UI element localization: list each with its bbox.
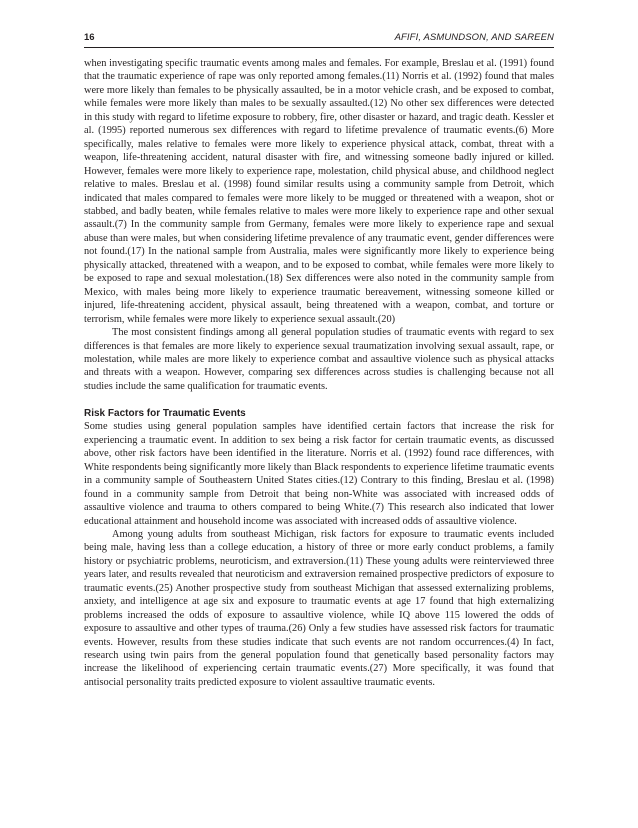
header-rule (84, 47, 554, 48)
page-number: 16 (84, 32, 95, 43)
paragraph-risk-factors: Some studies using general population samples have identified certain factors that increase the risk for experiencing a traumatic event. In addition to sex being a risk factor for certain traumatic events, as discussed above, other risk factors have been identified in the literature. Norris et al. (1992) found race differences, with White respondents being significantly more likely than Black respondents to experience lifetime traumatic events in a community sample of Southeastern United States cities.(12) Contrary to this finding, Breslau et al. (1998) found in a community sample from Detroit that being non-White was associated with increased odds of assaultive violence and trauma to others compared to being White.(7) This research also indicated that lower educational attainment and household income was associated with increased odds of assaultive violence. (84, 421, 554, 527)
section-heading: Risk Factors for Traumatic Events (84, 408, 246, 420)
paragraph-consistent-findings: The most consistent findings among all general population studies of traumatic events with regard to sex differences is that females are more likely to experience sexual traumatization involving sexual assault, rape, or molestation, while males are more likely to experience combat and assaultive violence such as physical attacks and threats with a weapon. However, comparing sex differences across studies is challenging because not all studies include the same qualification for traumatic events. (84, 327, 554, 392)
paragraph-young-adults-michigan: Among young adults from southeast Michigan, risk factors for exposure to traumatic events included being male, having less than a college education, a history of three or more early conduct problems, a family history or psychiatric problems, neuroticism, and extraversion.(11) These young adults were reinterviewed three years later, and results revealed that neuroticism and extraversion remained prospective predictors of exposure to traumatic events.(25) Another prospective study from southeast Michigan that assessed externalizing problems, anxiety, and intelligence at age six and exposure to traumatic events at age 17 found that high externalizing problems increased the odds of exposure to assaultive violence, while IQ above 115 lowered the odds of exposure to assaultive and other types of trauma.(26) Only a few studies have assessed risk factors for traumatic events. However, results from these studies indicate that such events are not random occurrences.(4) In fact, research using twin pairs from the general population found that genetically based personality factors may increase the likelihood of experiencing certain traumatic events.(27) More specifically, it was found that antisocial personality traits predicted exposure to violent assaultive traumatic events. (84, 528, 554, 688)
paragraph-sex-differences-continued: when investigating specific traumatic events among males and females. For example, Breslau et al. (1991) found that the traumatic experience of rape was only reported among females.(11) Norris et al. (1992) found that males were more likely than females to be physically assaulted, be in a motor vehicle crash, and be exposed to combat, while females were more likely than males to be sexually assaulted.(12) No other sex differences were detected in this study with regard to lifetime exposure to robbery, fire, other disaster or hazard, and tragic death. Kessler et al. (1995) reported numerous sex differences with regard to lifetime prevalence of traumatic events.(6) More specifically, males relative to females were more likely to experience physical attack, combat, threat with a weapon, life-threatening accident, natural disaster with fire, and witnessing someone badly injured or killed. However, females were more likely to experience rape, molestation, child physical abuse, and childhood neglect relative to males. Breslau et al. (1998) found similar results using a community sample from Detroit, which indicated that males compared to females were more likely to be mugged or threatened with a weapon, shot or stabbed, and badly beaten, while females relative to males were more likely to experience rape and other sexual assault.(7) In the community sample from Germany, females were more likely to experience rape and sexual abuse than were males, but when considering lifetime prevalence of any traumatic event, gender differences were not found.(17) In the national sample from Australia, males were significantly more likely to experience being physically attacked, threatened with a weapon, and to be exposed to combat, while females were more likely to be exposed to rape and sexual molestation.(18) Sex differences were also noted in the community sample from Mexico, with males being more likely to experience traumatic bereavement, witnessing someone killed or injured, life-threatening accident, physical assault, being threatened with a weapon, combat, and torture or terrorism, while females were more likely to experience sexual assault.(20) (84, 58, 554, 325)
body-text (84, 57, 554, 689)
running-head: AFIFI, ASMUNDSON, AND SAREEN (394, 32, 554, 43)
page-header (84, 29, 554, 47)
